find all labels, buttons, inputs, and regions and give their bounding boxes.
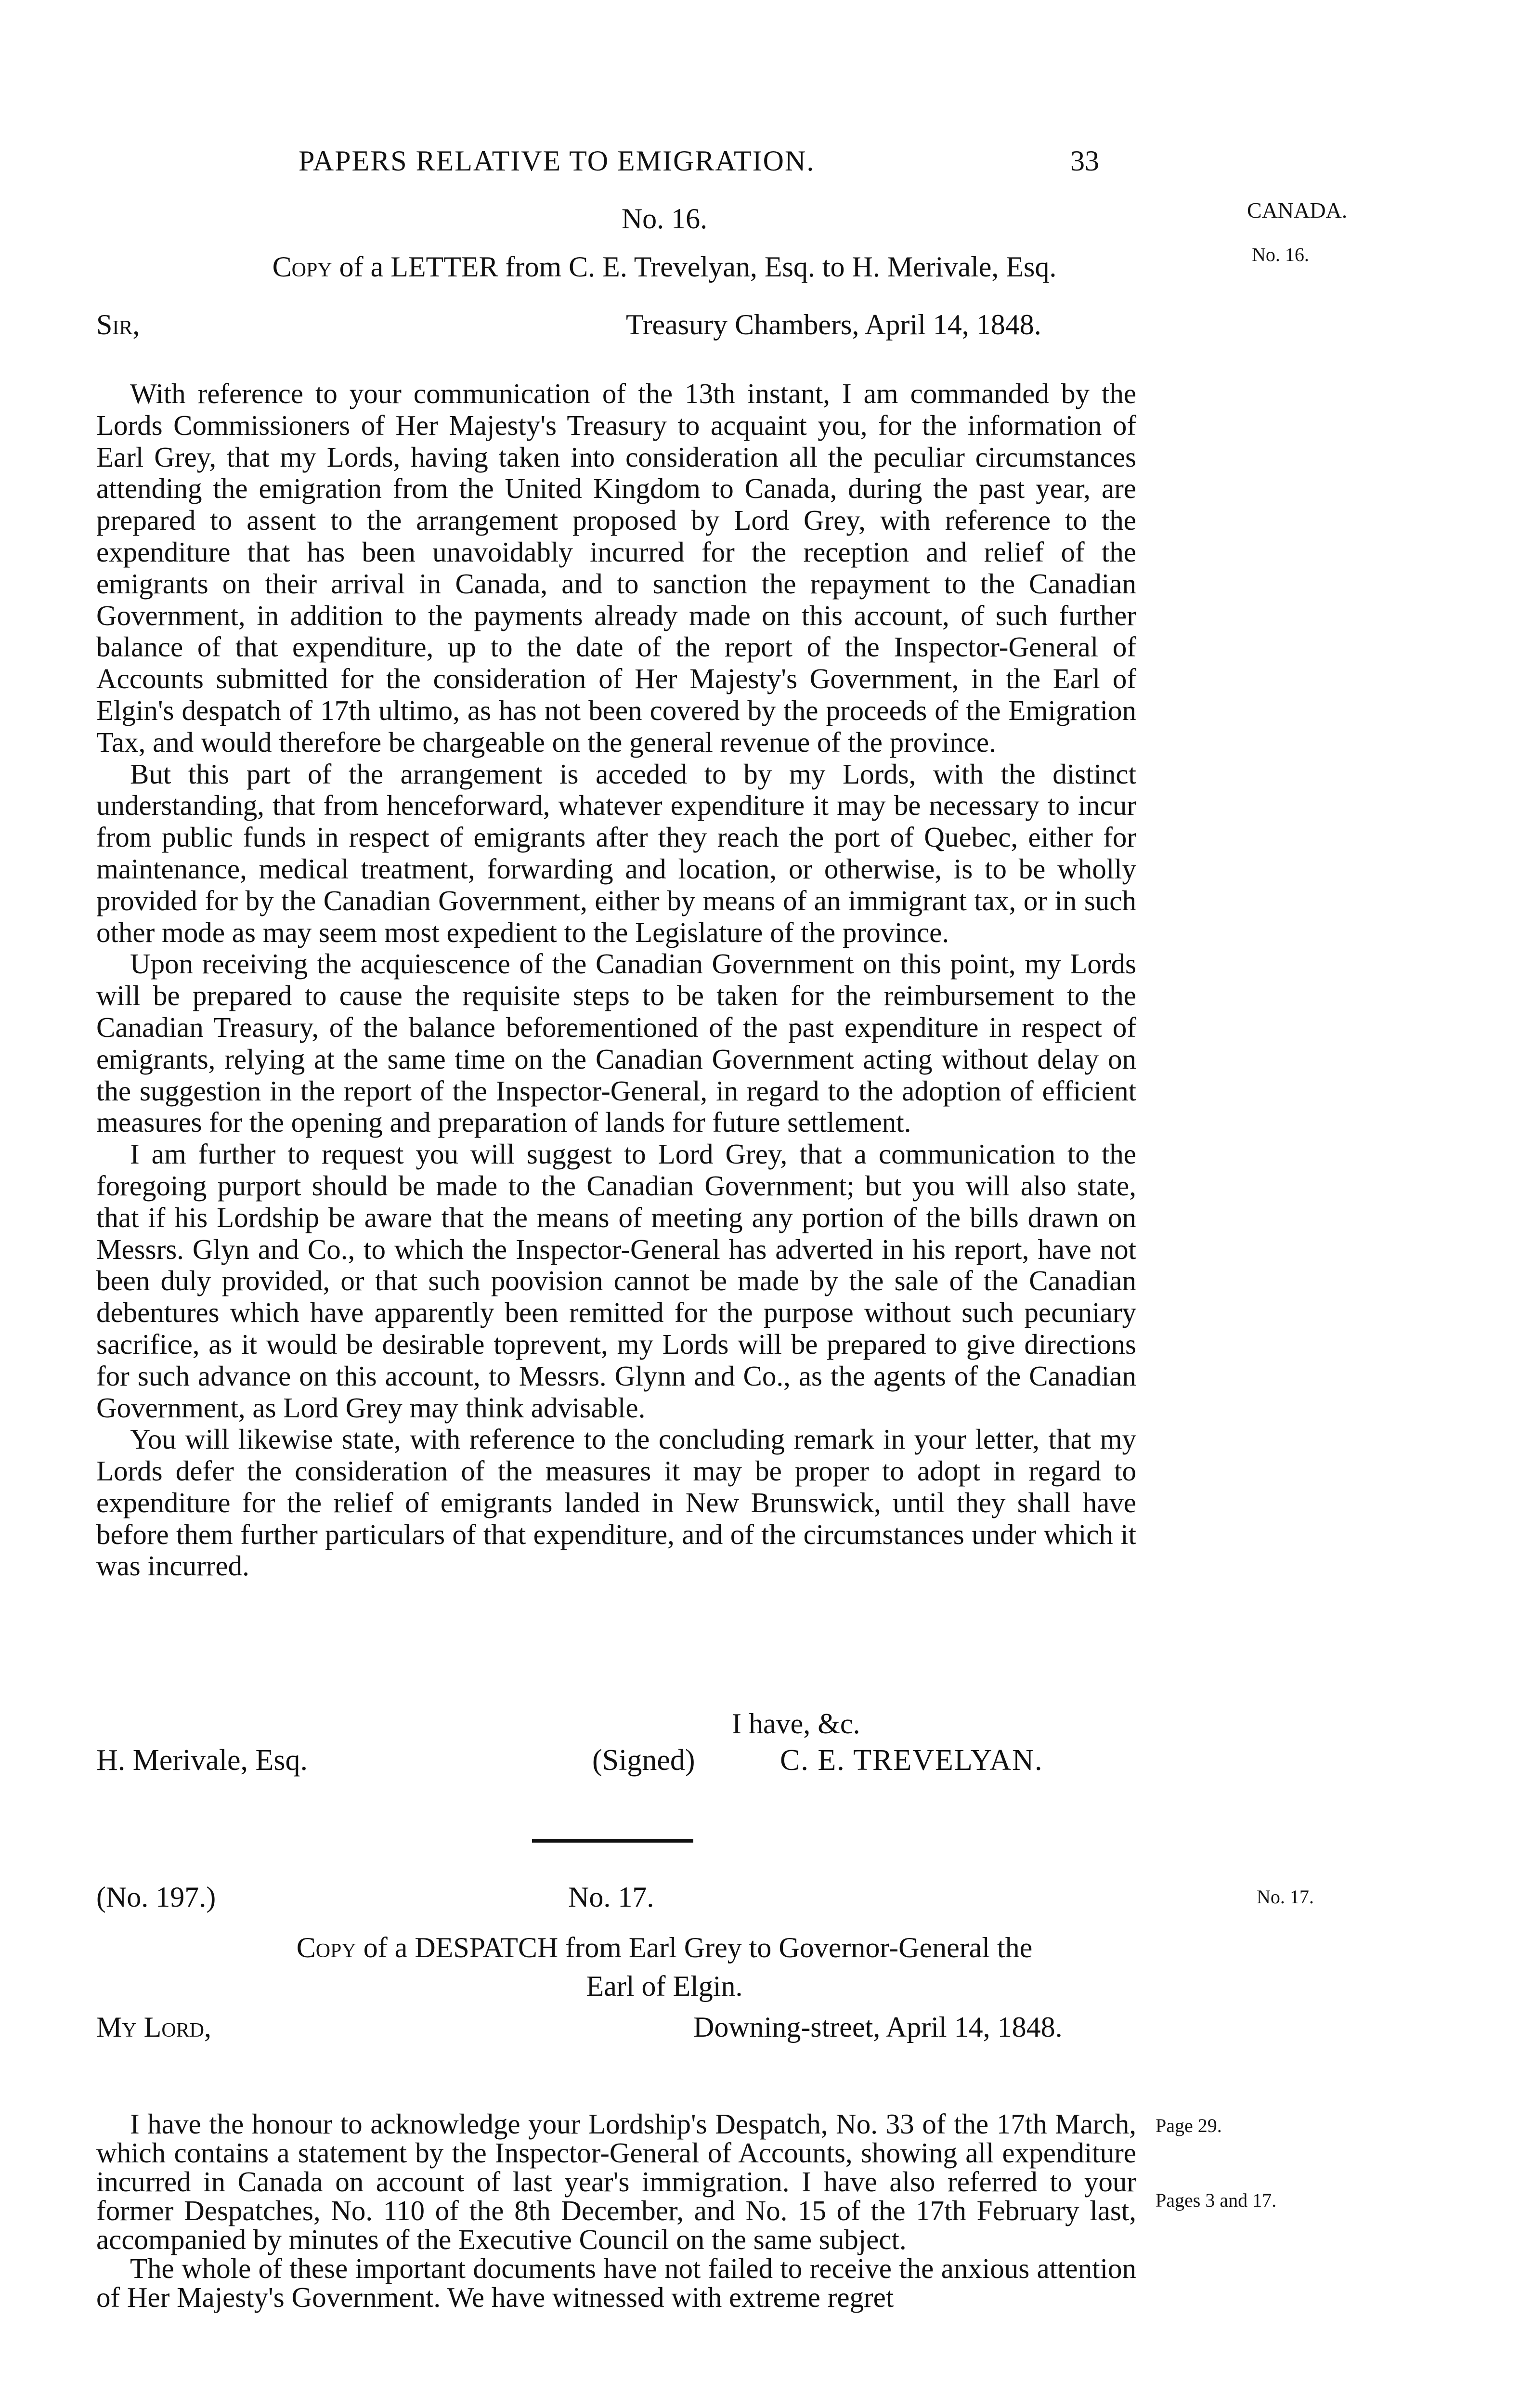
letter-paragraph: With reference to your communication of the 13th instant, I am commanded by the Lords Commissioners of Her Majesty's Treasury to acquaint you, for the information of Earl Grey, that my Lords, having taken into consideration all the peculiar circumstances attending the emigration from the United Kingdom to Canada, during the past year, are prepared to assent to the arrangement proposed by Lord Grey, with reference to the expenditure that has been unavoidably incurred for the reception and relief of the emigrants on their arrival in Canada, and to sanction the repayment to the Canadian Government, in addition to the payments already made on this account, of such further balance of that expenditure, up to the date of the report of the Inspector-General of Accounts submitted for the consideration of Her Majesty's Government, in the Earl of Elgin's despatch of 17th ultimo, as has not been covered by the proceeds of the Emigration Tax, and would therefore be chargeable on the general revenue of the province.	[96, 378, 1136, 758]
letter-signed: (Signed)	[592, 1744, 695, 1777]
despatch-title-lead: Copy	[296, 1932, 356, 1963]
letter-signatory: C. E. TREVELYAN.	[780, 1744, 1043, 1777]
letter-body	[96, 378, 1136, 1582]
section-divider	[532, 1839, 693, 1843]
margin-pages-reference: Pages 3 and 17.	[1156, 2189, 1277, 2211]
letter-title-lead: Copy	[272, 251, 332, 283]
running-title: PAPERS RELATIVE TO EMIGRATION.	[299, 145, 815, 177]
despatch-title	[0, 1931, 1329, 1964]
margin-page-reference: Page 29.	[1156, 2115, 1222, 2136]
despatch-title-line2: Earl of Elgin.	[586, 1970, 743, 2002]
despatch-salutation: My Lord,	[96, 2011, 212, 2043]
letter-closing: I have, &c.	[732, 1708, 860, 1740]
despatch-title-line1: of a DESPATCH from Earl Grey to Governor-General the	[363, 1932, 1033, 1963]
despatch-paragraph: I have the honour to acknowledge your Lordship's Despatch, No. 33 of the 17th March, which contains a statement by the Inspector-General of Accounts, showing all expenditure incurred in Canada on account of last year's immigration. I have also referred to your former Despatches, No. 110 of the 8th December, and No. 15 of the 17th February last, accompanied by minutes of the Executive Council on the same subject.	[96, 2108, 1136, 2255]
margin-province: CANADA.	[1247, 198, 1348, 222]
despatch-reference: (No. 197.)	[96, 1881, 216, 1913]
letter-salutation: Sir,	[96, 309, 140, 340]
despatch-paragraph: The whole of these important documents have not failed to receive the anxious attention of Her Majesty's Government. We have witnessed with extreme regret	[96, 2252, 1136, 2313]
margin-despatch-number: No. 17.	[1257, 1886, 1314, 1908]
despatch-number: No. 17.	[568, 1881, 654, 1913]
despatch-body	[96, 2109, 1136, 2312]
despatch-place-date: Downing-street, April 14, 1848.	[693, 2011, 1063, 2043]
letter-addressee: H. Merivale, Esq.	[96, 1744, 308, 1777]
letter-paragraph: You will likewise state, with reference to the concluding remark in your letter, that my Lords defer the consideration of the measures it may be proper to adopt in regard to expenditure for the relief of emigrants landed in New Brunswick, until they shall have before them further particulars of that expenditure, and of the circumstances under which it was incurred.	[96, 1423, 1136, 1582]
page-number: 33	[1070, 145, 1099, 177]
letter-title-rest: of a LETTER from C. E. Trevelyan, Esq. to H. Merivale, Esq.	[339, 251, 1057, 283]
letter-paragraph: But this part of the arrangement is acceded to by my Lords, with the distinct understanding, that from henceforward, whatever expenditure it may be necessary to incur from public funds in respect of emigrants after they reach the port of Quebec, either for maintenance, medical treatment, forwarding and location, or otherwise, is to be wholly provided for by the Canadian Government, either by means of an immigrant tax, or in such other mode as may seem most expedient to the Legislature of the province.	[96, 758, 1136, 948]
margin-letter-number: No. 16.	[1252, 244, 1309, 265]
letter-title	[0, 250, 1329, 284]
letter-paragraph: Upon receiving the acquiescence of the Canadian Government on this point, my Lords will be prepared to cause the requisite steps to be taken for the reimbursement to the Canadian Treasury, of the balance beforementioned of the past expenditure in respect of emigrants, relying at the same time on the Canadian Government acting without delay on the suggestion in the report of the Inspector-General, in regard to the adoption of efficient measures for the opening and preparation of lands for future settlement.	[96, 948, 1136, 1139]
letter-place-date: Treasury Chambers, April 14, 1848.	[626, 309, 1041, 340]
letter-paragraph: I am further to request you will suggest to Lord Grey, that a communication to the foregoing purport should be made to the Canadian Government; but you will also state, that if his Lordship be aware that the means of meeting any portion of the bills drawn on Messrs. Glyn and Co., to which the Inspector-General has adverted in his report, have not been duly provided, or that such poovision cannot be made by the sale of the Canadian debentures which have apparently been remitted for the purpose without such pecuniary sacrifice, as it would be desirable toprevent, my Lords will be prepared to give directions for such advance on this account, to Messrs. Glynn and Co., as the agents of the Canadian Government, as Lord Grey may think advisable.	[96, 1138, 1136, 1424]
letter-number: No. 16.	[621, 203, 708, 235]
